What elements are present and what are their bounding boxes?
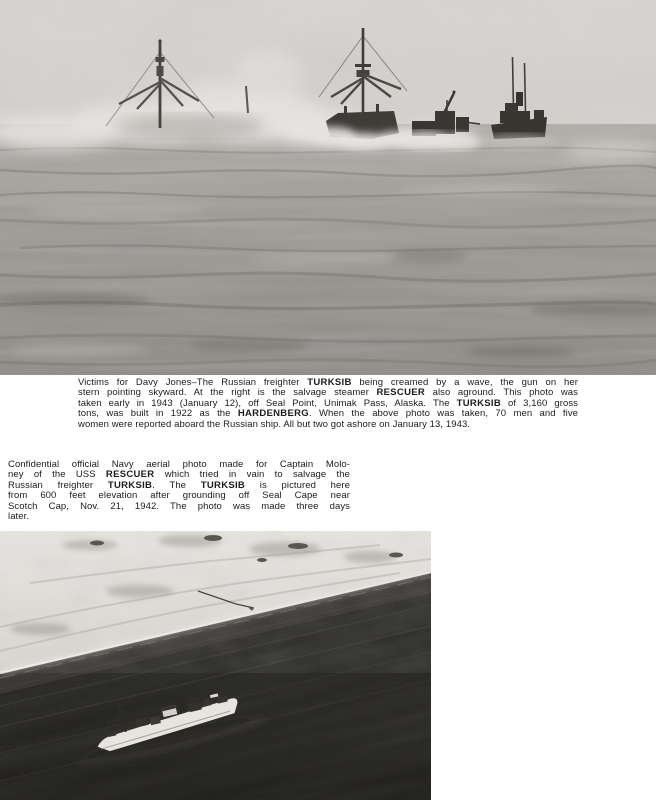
caption-text: later. xyxy=(8,511,30,523)
caption-text: ney of the USS xyxy=(8,469,106,481)
ship-name-bold: TURKSIB xyxy=(107,479,153,491)
caption-text: from 600 feet elevation after grounding off Seal Cape near xyxy=(8,490,350,502)
caption-line xyxy=(8,502,350,512)
ship-name-bold: TURKSIB xyxy=(307,377,352,388)
caption-text: being creamed by a wave, the gun on her xyxy=(351,377,578,388)
aerial-photo-art xyxy=(0,531,431,800)
caption-text: women were reported aboard the Russian ship. All but two got ashore on January 13, 1943. xyxy=(78,418,471,430)
caption-text: Scotch Cap, Nov. 21, 1942. The photo was made three days xyxy=(8,500,350,512)
ship-name-bold: RESCUER xyxy=(376,387,426,399)
caption-text: of 3,160 gross xyxy=(500,397,578,409)
caption-main xyxy=(78,378,578,430)
caption-text: which tried in vain to salvage the xyxy=(154,469,350,481)
ship-name-bold: HARDENBERG xyxy=(237,408,309,420)
caption-text: . When the above photo was taken, 70 men and five xyxy=(308,408,579,420)
caption-text: Confidential official Navy aerial photo made for Captain Molo- xyxy=(8,459,350,470)
caption-aerial xyxy=(8,460,350,523)
caption-text: . The xyxy=(152,479,201,491)
photo-shipwreck-sea xyxy=(0,0,656,375)
caption-text: stern pointing skyward. At the right is the salvage steamer xyxy=(78,387,377,399)
photo-aerial-turksib xyxy=(0,531,431,800)
caption-text: tons, was built in 1922 as the xyxy=(78,408,238,420)
ship-name-bold: RESCUER xyxy=(105,469,155,481)
caption-text: taken early in 1943 (January 12), off Seal Point, Unimak Pass, Alaska. The xyxy=(78,397,457,409)
caption-text: also aground. This photo was xyxy=(425,387,579,399)
shipwreck-photo-art xyxy=(0,0,656,375)
ship-name-bold: TURKSIB xyxy=(200,479,246,491)
caption-text: is pictured here xyxy=(245,479,350,491)
caption-line xyxy=(8,512,350,522)
caption-text: Victims for Davy Jones–The Russian freighter xyxy=(78,377,308,388)
ship-name-bold: TURKSIB xyxy=(456,397,501,409)
caption-text: Russian freighter xyxy=(8,479,108,491)
caption-line xyxy=(78,420,578,430)
